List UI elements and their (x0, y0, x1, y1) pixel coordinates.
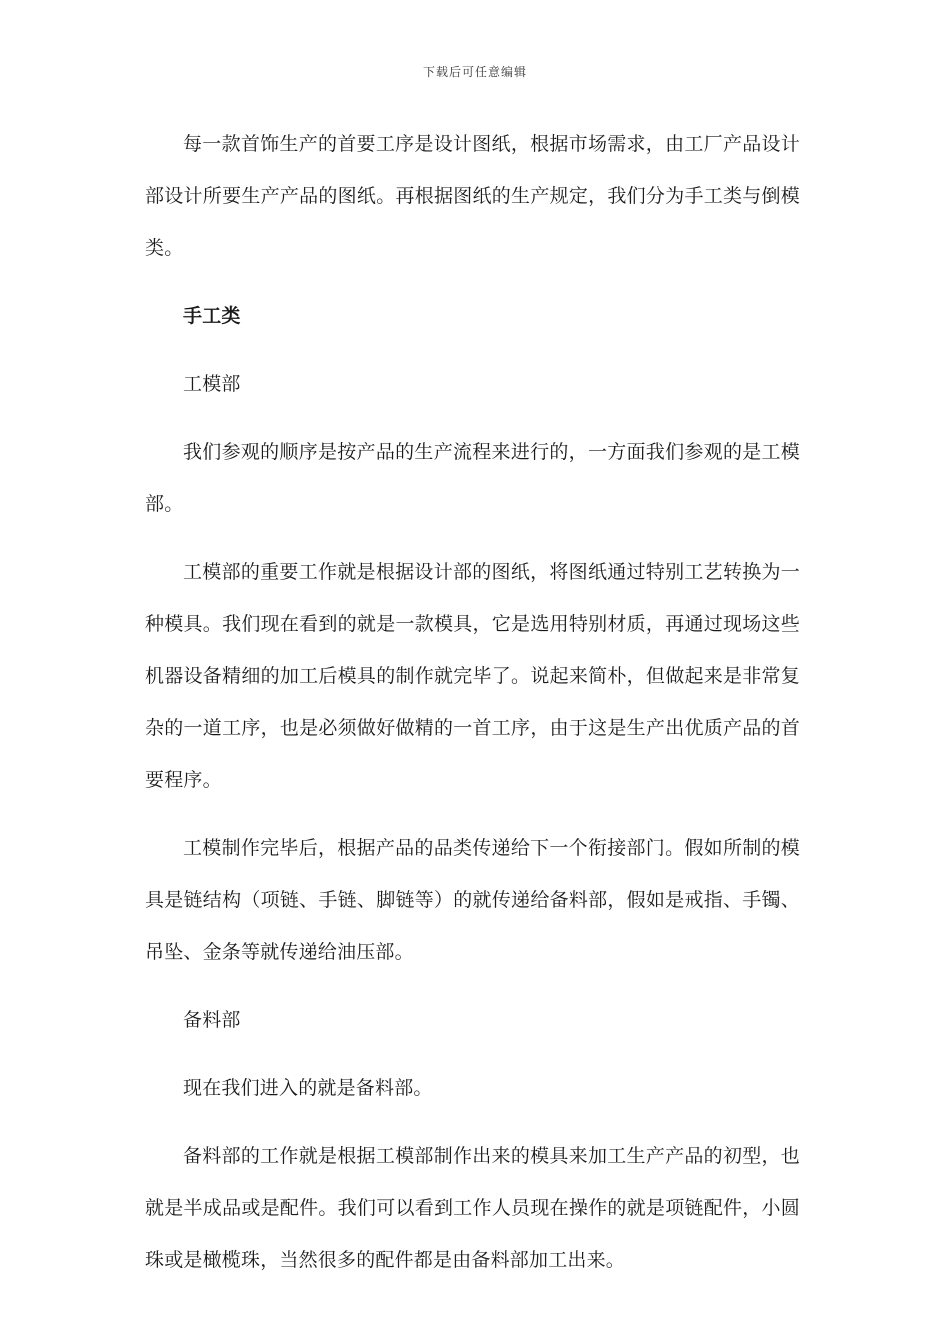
paragraph-enter-material-dept: 现在我们进入的就是备料部。 (183, 1077, 433, 1099)
paragraph-mold-dept-work: 工模部的重要工作就是根据设计部的图纸，将图纸通过特别工艺转换为一种模具。我们现在看到的就是一款模具，它是选用特别材质，再通过现场这些机器设备精细的加工后模具的制作就完毕了。说起来简朴，但做起来是非常复杂的一道工序，也是必须做好做精的一首工序，由于这是生产出优质产品的首要程序。 (145, 561, 800, 791)
document-body (145, 118, 800, 1302)
paragraph-material-dept-work: 备料部的工作就是根据工模部制作出来的模具来加工生产产品的初型，也就是半成品或是配件。我们可以看到工作人员现在操作的就是项链配件，小圆珠或是橄榄珠，当然很多的配件都是由备料部加工出来。 (145, 1145, 800, 1271)
subsection-heading-material-dept: 备料部 (183, 1009, 241, 1031)
section-heading-handcraft: 手工类 (183, 305, 241, 327)
paragraph-intro: 每一款首饰生产的首要工序是设计图纸，根据市场需求，由工厂产品设计部设计所要生产产品的图纸。再根据图纸的生产规定，我们分为手工类与倒模类。 (145, 133, 800, 259)
subsection-heading-mold-dept: 工模部 (183, 373, 241, 395)
paragraph-visit-order: 我们参观的顺序是按产品的生产流程来进行的，一方面我们参观的是工模部。 (145, 441, 800, 515)
paragraph-mold-transfer: 工模制作完毕后，根据产品的品类传递给下一个衔接部门。假如所制的模具是链结构（项链、手链、脚链等）的就传递给备料部，假如是戒指、手镯、吊坠、金条等就传递给油压部。 (145, 837, 800, 963)
page-header: 下载后可任意编辑 (422, 65, 527, 79)
